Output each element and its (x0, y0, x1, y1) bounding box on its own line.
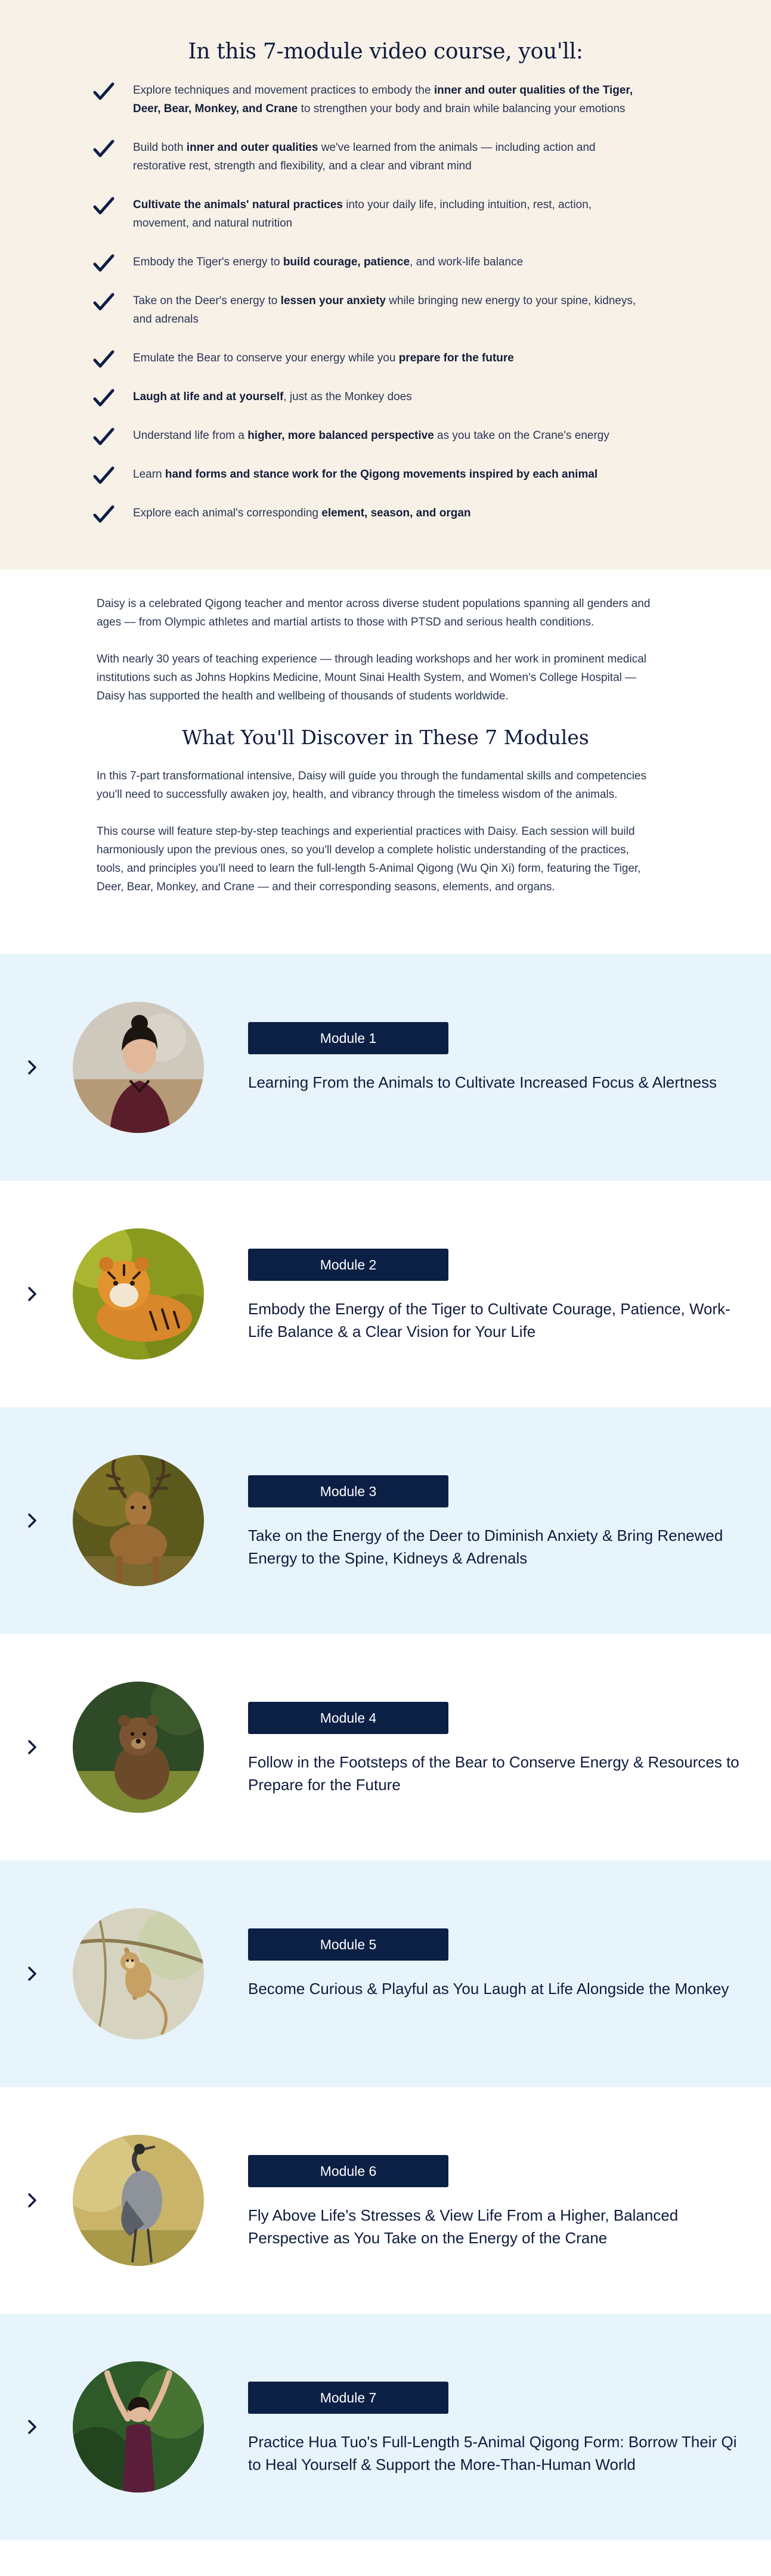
module-title: Take on the Energy of the Deer to Diminish Anxiety & Bring Renewed Energy to the Spine, Kidneys & Adrenals (248, 1527, 723, 1567)
modules-heading: What You'll Discover in These 7 Modules (182, 726, 589, 749)
checkmark-icon (93, 140, 114, 159)
modules-list (0, 954, 771, 2540)
benefit-text: Embody the Tiger's energy to build courage, patience, and work-life balance (133, 256, 524, 268)
checkmark-icon (93, 466, 114, 485)
chevron-right-icon[interactable] (26, 1739, 38, 1755)
module-title: Fly Above Life's Stresses & View Life From a Higher, Balanced Perspective as You Take on the Energy of the Crane (248, 2206, 679, 2247)
module-row[interactable] (0, 2314, 771, 2540)
module-badge: Module 4 (248, 1702, 448, 1734)
benefit-text: Build both inner and outer qualities we've learned from the animals — including action and restorative rest, strength and flexibility, and a clear and vibrant mind (133, 141, 596, 172)
benefit-item (93, 81, 648, 118)
module-row[interactable] (0, 1634, 771, 1860)
benefit-item (93, 388, 648, 406)
chevron-right-icon[interactable] (26, 2192, 38, 2209)
benefit-text: Explore each animal's corresponding element, season, and organ (133, 507, 471, 519)
benefit-text: Take on the Deer's energy to lessen your anxiety while bringing new energy to your spine, kidneys, and adrenals (133, 295, 636, 326)
benefit-text: Emulate the Bear to conserve your energy while you prepare for the future (133, 352, 514, 364)
checkmark-icon (93, 293, 114, 312)
benefit-item (93, 138, 648, 175)
benefit-item (93, 253, 648, 271)
module-photo-deer (73, 1455, 204, 1586)
benefit-text: Cultivate the animals' natural practices into your daily life, including intuition, rest, action, movement, and natural nutrition (133, 199, 592, 230)
chevron-right-icon[interactable] (26, 1512, 38, 1529)
checkmark-icon (93, 197, 114, 216)
module-title: Follow in the Footsteps of the Bear to Conserve Energy & Resources to Prepare for the Future (248, 1753, 739, 1794)
module-photo-tiger (73, 1228, 204, 1360)
module-title: Practice Hua Tuo's Full-Length 5-Animal Qigong Form: Borrow Their Qi to Heal Yourself & Support the More-Than-Human World (248, 2433, 737, 2473)
checkmark-icon (93, 350, 114, 369)
benefit-text: Laugh at life and at yourself, just as the Monkey does (133, 391, 412, 403)
benefit-item (93, 465, 648, 484)
module-row[interactable] (0, 2087, 771, 2314)
module-photo-bear (73, 1682, 204, 1813)
bio-paragraph: Daisy is a celebrated Qigong teacher and mentor across diverse student populations spanning all genders and ages — from Olympic athletes and martial artists to those with PTSD and serious health conditions. (97, 597, 651, 628)
chevron-right-icon[interactable] (26, 2419, 38, 2435)
module-badge: Module 3 (248, 1475, 448, 1507)
module-row[interactable] (0, 1181, 771, 1407)
benefit-text: Understand life from a higher, more balanced perspective as you take on the Crane's energy (133, 429, 609, 442)
module-photo-teacher-qigong-pose (73, 2361, 204, 2493)
module-info (248, 1022, 743, 1094)
module-badge: Module 7 (248, 2382, 448, 2414)
benefit-text: Learn hand forms and stance work for the Qigong movements inspired by each animal (133, 468, 598, 481)
module-badge: Module 5 (248, 1928, 448, 1961)
module-row[interactable] (0, 954, 771, 1181)
checkmark-icon (93, 254, 114, 273)
module-title: Learning From the Animals to Cultivate Increased Focus & Alertness (248, 1073, 717, 1091)
module-photo-teacher-portrait (73, 1002, 204, 1133)
module-badge: Module 1 (248, 1022, 448, 1054)
module-row[interactable] (0, 1860, 771, 2087)
benefit-item (93, 349, 648, 367)
intro-section (0, 569, 656, 948)
modules-description: This course will feature step-by-step teachings and experiential practices with Daisy. Each session will build harmoniously upon the previous ones, so you'll develop a complete holistic understanding of the practices, tools, and principles you'll need to learn the full-length 5-Animal Qigong (Wu Qin Xi) form, featuring the Tiger, Deer, Bear, Monkey, and Crane — and their corresponding seasons, elements, and organs. (97, 825, 641, 893)
module-title: Embody the Energy of the Tiger to Cultivate Courage, Patience, Work-Life Balance & a Clear Vision for Your Life (248, 1300, 730, 1340)
benefit-text: Explore techniques and movement practices to embody the inner and outer qualities of the Tiger, Deer, Bear, Monkey, and Crane to strengthen your body and brain while balancing your emotions (133, 84, 633, 115)
module-row[interactable] (0, 1407, 771, 1634)
checkmark-icon (93, 428, 114, 447)
benefit-item (93, 504, 648, 522)
module-info (248, 1249, 743, 1343)
benefits-heading: In this 7-module video course, you'll: (188, 39, 583, 64)
module-info (248, 1475, 743, 1569)
module-info (248, 2155, 743, 2249)
modules-description: In this 7-part transformational intensive, Daisy will guide you through the fundamental skills and competencies you'll need to successfully awaken joy, health, and vibrancy through the timeless wisdom of the animals. (97, 770, 646, 801)
benefit-item (93, 292, 648, 329)
benefit-item (93, 196, 648, 233)
module-info (248, 1928, 743, 2000)
checkmark-icon (93, 82, 114, 101)
module-info (248, 1702, 743, 1796)
benefit-item (93, 426, 648, 445)
course-benefits-section (0, 0, 771, 569)
checkmark-icon (93, 389, 114, 408)
checkmark-icon (93, 505, 114, 524)
module-photo-crane (73, 2135, 204, 2266)
module-badge: Module 2 (248, 1249, 448, 1281)
chevron-right-icon[interactable] (26, 1059, 38, 1076)
module-photo-monkey (73, 1908, 204, 2039)
chevron-right-icon[interactable] (26, 1965, 38, 1982)
module-info (248, 2382, 743, 2476)
chevron-right-icon[interactable] (26, 1286, 38, 1302)
module-title: Become Curious & Playful as You Laugh at Life Alongside the Monkey (248, 1980, 729, 1998)
bio-paragraph: With nearly 30 years of teaching experience — through leading workshops and her work in prominent medical institutions such as Johns Hopkins Medicine, Mount Sinai Health System, and Women's College Hospital — Daisy has supported the health and wellbeing of thousands of students worldwide. (97, 653, 646, 702)
module-badge: Module 6 (248, 2155, 448, 2187)
benefits-list (93, 81, 648, 522)
